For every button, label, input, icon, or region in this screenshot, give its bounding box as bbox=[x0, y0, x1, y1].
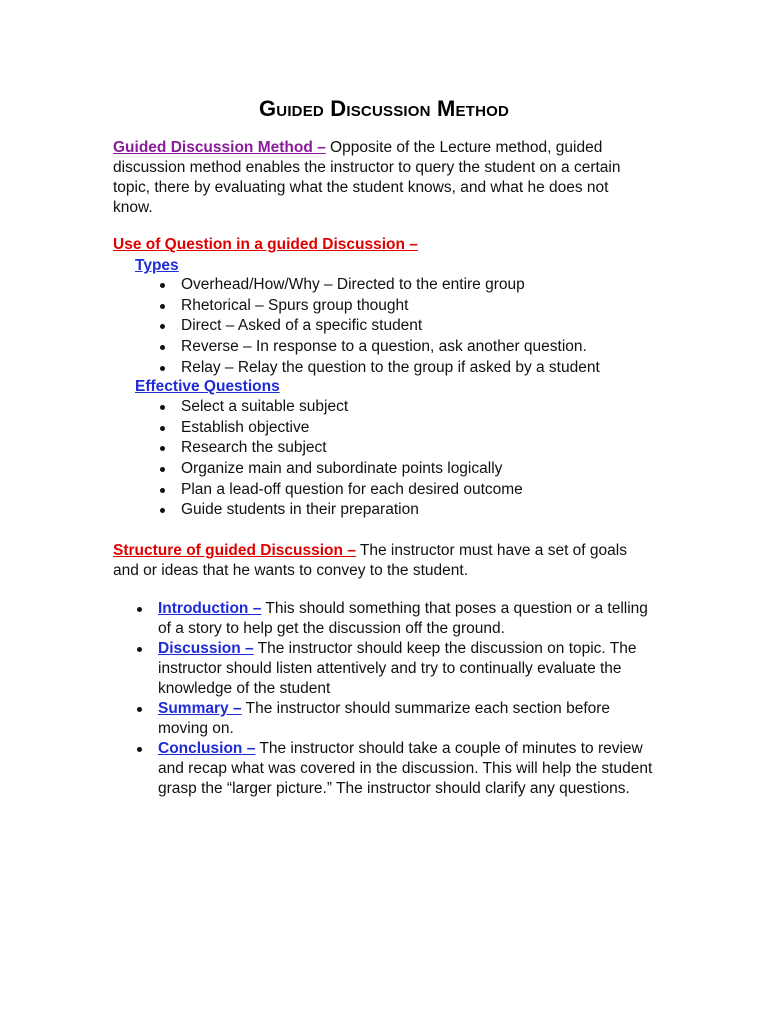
intro-paragraph bbox=[113, 138, 643, 218]
types-subheading bbox=[135, 256, 179, 276]
discussion-label: Discussion – bbox=[158, 640, 254, 657]
list-item bbox=[135, 599, 655, 639]
list-item bbox=[135, 699, 655, 739]
list-item: Research the subject bbox=[158, 438, 638, 459]
summary-text: The instructor should summarize each section before moving on. bbox=[158, 700, 611, 737]
introduction-label: Introduction – bbox=[158, 600, 262, 617]
types-list bbox=[158, 275, 638, 378]
intro-text: Opposite of the Lecture method, guided discussion method enables the instructor to query the student on a certain topic, there by evaluating what the student knows, and what he does not know. bbox=[113, 139, 621, 216]
list-item: Establish objective bbox=[158, 418, 638, 439]
structure-text: The instructor must have a set of goals and or ideas that he wants to convey to the student. bbox=[113, 542, 627, 579]
list-item: Reverse – In response to a question, ask another question. bbox=[158, 337, 638, 358]
intro-heading: Guided Discussion Method – bbox=[113, 139, 326, 156]
discussion-text: The instructor should keep the discussion on topic. The instructor should listen attentively and try to continually evaluate the knowledge of the student bbox=[158, 640, 637, 697]
introduction-text: This should something that poses a question or a telling of a story to help get the discussion off the ground. bbox=[158, 600, 648, 637]
summary-label: Summary – bbox=[158, 700, 242, 717]
effective-list bbox=[158, 397, 638, 521]
list-item: Select a suitable subject bbox=[158, 397, 638, 418]
structure-paragraph bbox=[113, 541, 643, 581]
effective-heading: Effective Questions bbox=[135, 378, 280, 395]
conclusion-text: The instructor should take a couple of minutes to review and recap what was covered in the discussion. This will help the student grasp the “larger picture.” The instructor should clarify any questions. bbox=[158, 740, 653, 797]
list-item: Plan a lead-off question for each desired outcome bbox=[158, 480, 638, 501]
list-item bbox=[135, 639, 655, 699]
structure-list bbox=[135, 599, 655, 799]
list-item: Relay – Relay the question to the group if asked by a student bbox=[158, 358, 638, 379]
list-item: Guide students in their preparation bbox=[158, 500, 638, 521]
structure-heading: Structure of guided Discussion – bbox=[113, 542, 356, 559]
page-title: Guided Discussion Method bbox=[258, 96, 510, 121]
list-item: Direct – Asked of a specific student bbox=[158, 316, 638, 337]
list-item: Organize main and subordinate points logically bbox=[158, 459, 638, 480]
effective-subheading bbox=[135, 377, 280, 397]
conclusion-label: Conclusion – bbox=[158, 740, 256, 757]
list-item: Rhetorical – Spurs group thought bbox=[158, 296, 638, 317]
list-item bbox=[135, 739, 655, 799]
questions-heading: Use of Question in a guided Discussion – bbox=[113, 236, 418, 253]
questions-section bbox=[113, 235, 643, 255]
list-item: Overhead/How/Why – Directed to the entire group bbox=[158, 275, 638, 296]
types-heading: Types bbox=[135, 257, 179, 274]
